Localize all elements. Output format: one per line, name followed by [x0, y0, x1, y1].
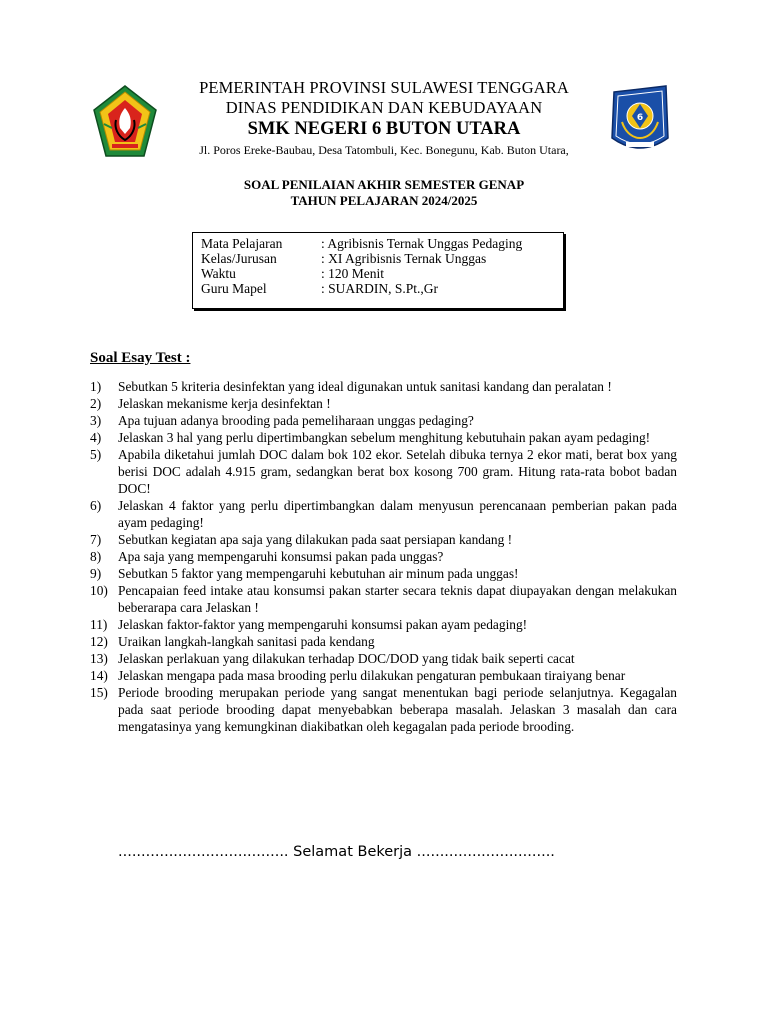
question-text: Jelaskan mekanisme kerja desinfektan !: [118, 396, 331, 411]
question-number: 3): [90, 413, 102, 428]
info-key: Mata Pelajaran: [201, 236, 283, 251]
question-text: Sebutkan 5 kriteria desinfektan yang ideal digunakan untuk sanitasi kandang dan peralatan !: [118, 379, 612, 394]
question-text: Sebutkan kegiatan apa saja yang dilakukan pada saat persiapan kandang !: [118, 532, 513, 547]
question-item: [90, 429, 677, 446]
department-line: DINAS PENDIDIKAN DAN KEBUDAYAAN: [225, 98, 543, 117]
closing-line: ..................................... Selamat Bekerja ..............................: [118, 844, 555, 860]
question-number: 12): [90, 634, 108, 649]
question-number: 4): [90, 430, 102, 445]
government-line: PEMERINTAH PROVINSI SULAWESI TENGGARA: [199, 78, 569, 97]
question-item: [90, 565, 677, 582]
question-text: Periode brooding merupakan periode yang sangat menentukan bagi periode selanjutnya. Kegagalan pada saat periode brooding dapat menyebabkan beberapa masalah. Jelaskan 3 masalah dan cara mengatasinya yang kemungkinan diakibatkan oleh kegagalan pada periode brooding.: [118, 685, 677, 734]
question-item: [90, 616, 677, 633]
question-item: [90, 497, 677, 531]
letterhead: [160, 78, 608, 158]
question-text: Sebutkan 5 faktor yang mempengaruhi kebutuhan air minum pada unggas!: [118, 566, 519, 581]
info-value: : XI Agribisnis Ternak Unggas: [321, 251, 487, 266]
question-number: 5): [90, 447, 102, 462]
svg-text:6: 6: [636, 113, 644, 123]
question-item: [90, 531, 677, 548]
question-text: Apa saja yang mempengaruhi konsumsi pakan pada unggas?: [118, 549, 444, 564]
question-number: 1): [90, 379, 102, 394]
question-item: [90, 633, 677, 650]
info-value: : Agribisnis Ternak Unggas Pedaging: [321, 236, 523, 251]
question-item: [90, 667, 677, 684]
question-number: 11): [90, 617, 108, 632]
question-item: [90, 548, 677, 565]
question-text: Jelaskan 3 hal yang perlu dipertimbangkan sebelum menghitung kebutuhain pakan ayam pedaging!: [118, 430, 651, 445]
exam-info-box: [192, 232, 564, 309]
question-text: Apa tujuan adanya brooding pada pemeliharaan unggas pedaging?: [118, 413, 474, 428]
question-item: [90, 582, 677, 616]
question-text: Pencapaian feed intake atau konsumsi pakan starter secara teknis dapat diupayakan dengan melakukan beberarapa cara Jelaskan !: [118, 583, 677, 615]
info-key: Kelas/Jurusan: [201, 251, 277, 266]
question-number: 14): [90, 668, 108, 683]
section-title: Soal Esay Test :: [90, 350, 191, 366]
question-text: Jelaskan 4 faktor yang perlu dipertimbangkan dalam menyusun perencanaan pemberian pakan pada ayam pedaging!: [118, 498, 677, 530]
question-number: 7): [90, 532, 102, 547]
info-value: : SUARDIN, S.Pt.,Gr: [321, 281, 439, 296]
question-number: 8): [90, 549, 102, 564]
question-number: 6): [90, 498, 102, 513]
question-number: 9): [90, 566, 102, 581]
info-value: : 120 Menit: [321, 266, 384, 281]
question-item: [90, 650, 677, 667]
question-item: [90, 446, 677, 497]
question-text: Uraikan langkah-langkah sanitasi pada kendang: [118, 634, 375, 649]
school-address: Jl. Poros Ereke-Baubau, Desa Tatombuli, Kec. Bonegunu, Kab. Buton Utara,: [199, 143, 569, 157]
question-number: 15): [90, 685, 108, 700]
question-item: [90, 395, 677, 412]
exam-year: TAHUN PELAJARAN 2024/2025: [290, 193, 478, 208]
question-number: 2): [90, 396, 102, 411]
question-number: 10): [90, 583, 108, 598]
question-item: [90, 684, 677, 735]
question-item: [90, 378, 677, 395]
question-text: Jelaskan perlakuan yang dilakukan terhadap DOC/DOD yang tidak baik seperti cacat: [118, 651, 575, 666]
school-emblem-icon: [608, 82, 672, 156]
question-text: Apabila diketahui jumlah DOC dalam bok 102 ekor. Setelah dibuka ternya 2 ekor mati, berat box yang berisi DOC adalah 4.915 gram, sedangkan berat box kosong 700 gram. Hitung rata-rata bobot badan DOC!: [118, 447, 677, 496]
regency-emblem-icon: [92, 84, 158, 158]
question-list: [90, 378, 677, 735]
info-key: Guru Mapel: [201, 281, 267, 296]
question-text: Jelaskan faktor-faktor yang mempengaruhi konsumsi pakan ayam pedaging!: [118, 617, 528, 632]
question-item: [90, 412, 677, 429]
school-name: SMK NEGERI 6 BUTON UTARA: [247, 119, 521, 139]
question-number: 13): [90, 651, 108, 666]
question-text: Jelaskan mengapa pada masa brooding perlu dilakukan pengaturan pembukaan tiraiyang benar: [118, 668, 626, 683]
exam-title: SOAL PENILAIAN AKHIR SEMESTER GENAP: [243, 177, 525, 192]
info-key: Waktu: [201, 266, 236, 281]
